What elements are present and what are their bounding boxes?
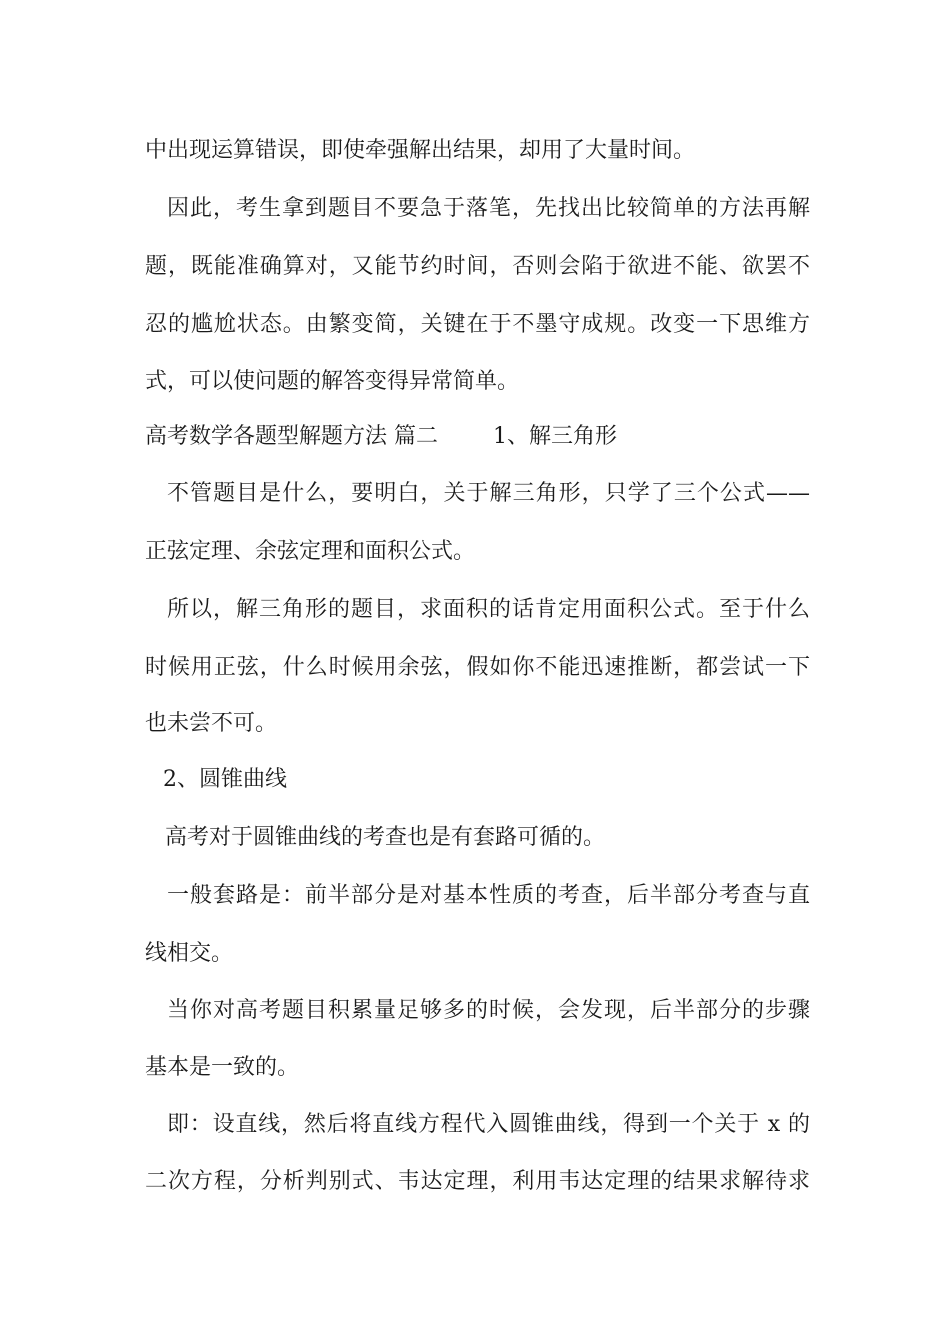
paragraph-line: 当你对高考题目积累量足够多的时候，会发现，后半部分的步骤 — [167, 998, 810, 1023]
paragraph-line: 不管题目是什么，要明白，关于解三角形，只学了三个公式—— — [167, 481, 810, 506]
paragraph-line: 题，既能准确算对，又能节约时间，否则会陷于欲进不能、欲罢不 — [145, 254, 810, 279]
paragraph-line: 高考对于圆锥曲线的考查也是有套路可循的。 — [165, 825, 606, 850]
paragraph-line: 也未尝不可。 — [145, 711, 278, 736]
subsection-title: 1、解三角形 — [493, 424, 617, 449]
paragraph-line: 二次方程，分析判别式、韦达定理，利用韦达定理的结果求解待求 — [145, 1169, 810, 1194]
paragraph-line: 即：设直线，然后将直线方程代入圆锥曲线，得到一个关于 x 的 — [167, 1112, 810, 1137]
paragraph-line: 因此，考生拿到题目不要急于落笔，先找出比较简单的方法再解 — [167, 196, 810, 221]
subsection-title: 2、圆锥曲线 — [163, 767, 287, 792]
paragraph-line: 中出现运算错误，即使牵强解出结果，却用了大量时间。 — [145, 138, 696, 163]
paragraph-line: 忍的尴尬状态。由繁变简，关键在于不墨守成规。改变一下思维方 — [145, 312, 810, 337]
paragraph-line: 所以，解三角形的题目，求面积的话肯定用面积公式。至于什么 — [167, 597, 810, 622]
section-title: 高考数学各题型解题方法 篇二 — [145, 424, 438, 449]
paragraph-line: 时候用正弦，什么时候用余弦，假如你不能迅速推断，都尝试一下 — [145, 655, 810, 680]
section-heading — [145, 422, 617, 452]
paragraph-line: 基本是一致的。 — [145, 1055, 300, 1080]
paragraph-line: 式，可以使问题的解答变得异常简单。 — [145, 369, 520, 394]
paragraph-line: 一般套路是：前半部分是对基本性质的考查，后半部分考查与直 — [167, 883, 810, 908]
paragraph-line: 线相交。 — [145, 941, 234, 966]
paragraph-line: 正弦定理、余弦定理和面积公式。 — [145, 539, 476, 564]
